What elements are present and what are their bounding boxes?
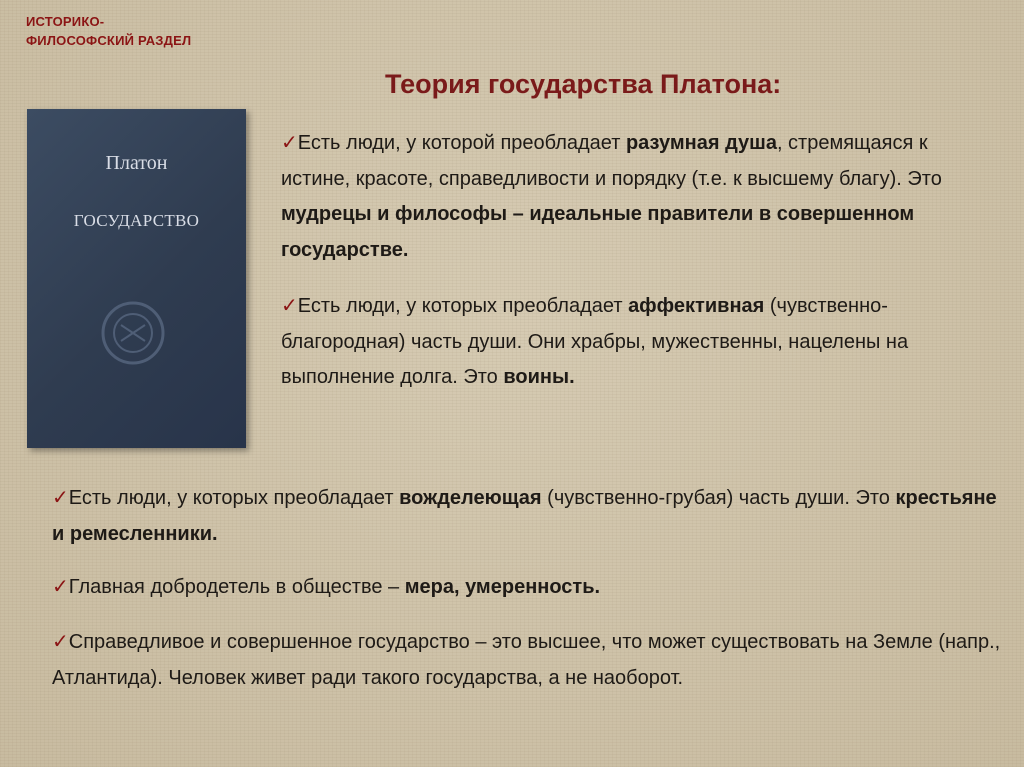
section-label	[26, 12, 191, 50]
text-bold: крестьяне и ремесленники.	[52, 487, 997, 545]
text: (чувственно-благородная) часть души. Они храбры, мужественны, нацелены на выполнение долга. Это	[281, 295, 909, 388]
section-label-line-2: ФИЛОСОФСКИЙ РАЗДЕЛ	[26, 33, 192, 48]
text: Главная добродетель в обществе –	[68, 576, 405, 598]
slide-title: Теория государства Платона:	[385, 69, 782, 99]
text: Справедливое и совершенное государство – это высшее, что может существовать на Земле (напр., Атлантида). Человек живет ради такого государства, а не наоборот.	[52, 631, 1001, 689]
check-mark-icon: ✓	[281, 132, 298, 154]
book-author: Платон	[105, 152, 168, 174]
text: Есть люди, у которых преобладает	[297, 295, 629, 317]
paragraph-2	[281, 289, 1001, 396]
publisher-emblem-icon	[95, 295, 171, 371]
check-mark-icon: ✓	[52, 487, 69, 509]
text-bold: воины.	[503, 366, 575, 388]
book-cover-image	[27, 109, 246, 448]
text: , стремящаяся к истине, красоте, справедливости и порядку (т.е. к высшему благу). Это	[281, 132, 942, 190]
paragraph-1	[281, 126, 1001, 268]
text: Есть люди, у которых преобладает	[68, 487, 400, 509]
book-title: ГОСУДАРСТВО	[73, 211, 200, 230]
text-bold: разумная душа	[625, 132, 777, 154]
text: Есть люди, у которой преобладает	[297, 132, 626, 154]
text: (чувственно-грубая) часть души. Это	[541, 487, 896, 509]
check-mark-icon: ✓	[52, 631, 69, 653]
text-bold: аффективная	[628, 295, 765, 317]
text-bold: вожделеющая	[399, 487, 542, 509]
section-label-line-1: ИСТОРИКО-	[26, 14, 105, 29]
text-bold: мера, умеренность.	[404, 576, 601, 598]
check-mark-icon: ✓	[281, 295, 298, 317]
paragraph-5	[52, 625, 1002, 696]
paragraph-4	[52, 570, 1002, 606]
text-bold: мудрецы и философы – идеальные правители в совершенном государстве.	[281, 203, 915, 261]
paragraph-3	[52, 481, 1002, 552]
check-mark-icon: ✓	[52, 576, 69, 598]
